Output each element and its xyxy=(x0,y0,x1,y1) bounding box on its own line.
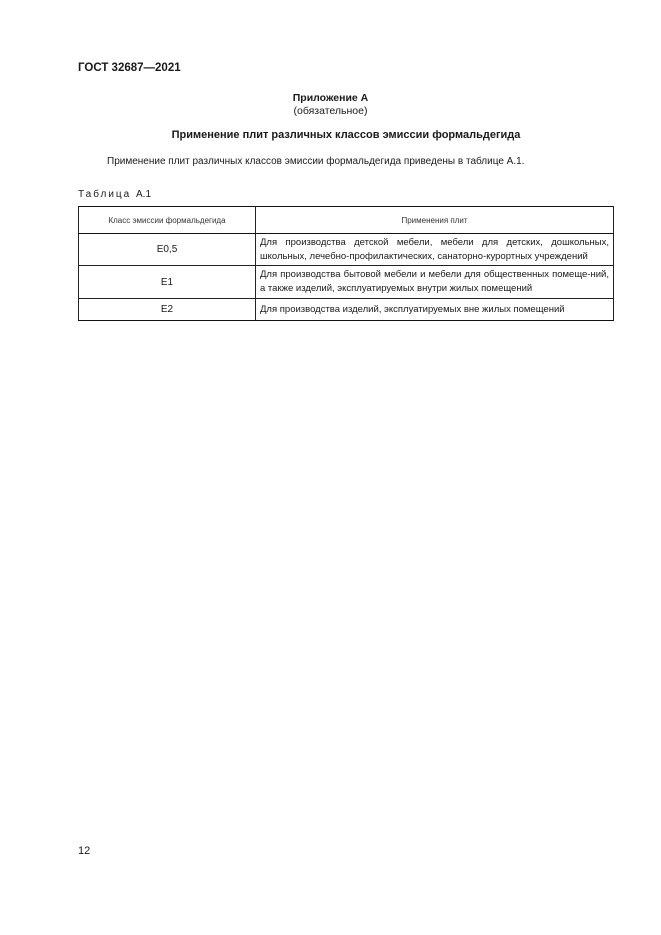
table-caption-number: А.1 xyxy=(136,189,152,200)
intro-paragraph: Применение плит различных классов эмиссии формальдегида приведены в таблице А.1. xyxy=(107,156,525,167)
appendix-status: (обязательное) xyxy=(293,105,368,117)
section-title: Применение плит различных классов эмиссии формальдегида xyxy=(171,129,521,141)
cell-class: Е1 xyxy=(79,266,256,299)
table-caption xyxy=(78,189,151,200)
cell-class: Е2 xyxy=(79,299,256,321)
cell-class: Е0,5 xyxy=(79,234,256,266)
appendix-title: Приложение А xyxy=(292,92,369,104)
cell-use: Для производства бытовой мебели и мебели для общественных помеще-ний, а также изделий, эксплуатируемых внутри жилых помещений xyxy=(256,266,614,299)
document-code: ГОСТ 32687—2021 xyxy=(78,62,181,74)
column-header-class: Класс эмиссии формальдегида xyxy=(79,207,256,234)
page-number: 12 xyxy=(78,845,91,857)
cell-use: Для производства изделий, эксплуатируемых вне жилых помещений xyxy=(256,299,614,321)
table-header-row xyxy=(79,207,614,234)
table-row xyxy=(79,299,614,321)
table-row xyxy=(79,234,614,266)
column-header-use: Применения плит xyxy=(256,207,614,234)
table-caption-label: Таблица xyxy=(78,189,132,200)
appendix-heading xyxy=(0,92,661,118)
cell-use: Для производства детской мебели, мебели для детских, дошкольных, школьных, лечебно-профилактических, санаторно-курортных учреждений xyxy=(256,234,614,266)
table-row xyxy=(79,266,614,299)
emission-class-table xyxy=(78,206,614,321)
